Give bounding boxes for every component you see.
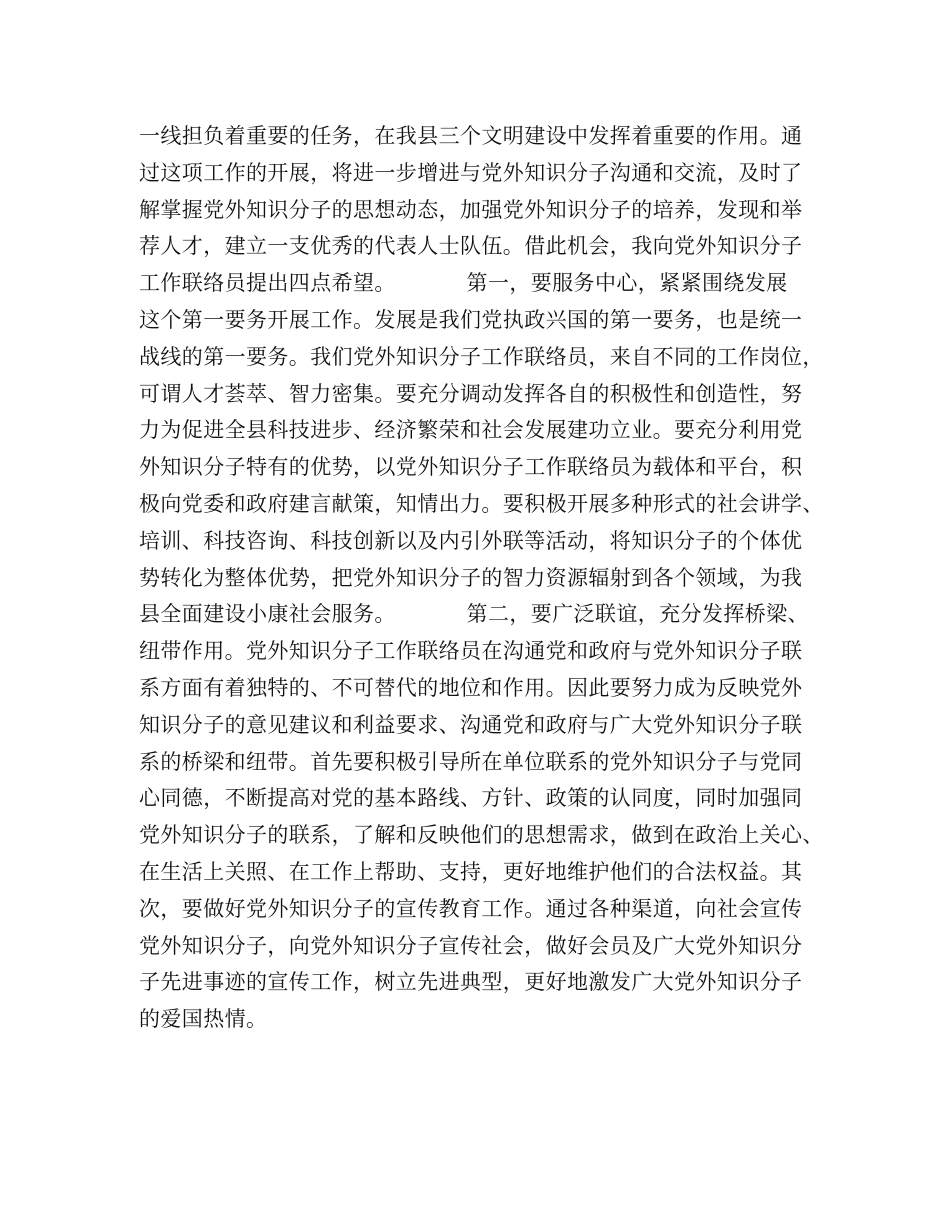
text-line: 解掌握党外知识分子的思想动态，加强党外知识分子的培养，发现和举 [139, 197, 803, 222]
text-line: 次，要做好党外知识分子的宣传教育工作。通过各种渠道，向社会宣传 [139, 896, 803, 921]
text-line: 这个第一要务开展工作。发展是我们党执政兴国的第一要务，也是统一 [139, 307, 803, 332]
text-line: 势转化为整体优势，把党外知识分子的智力资源辐射到各个领域，为我 [139, 565, 803, 590]
text-line: 纽带作用。党外知识分子工作联络员在沟通党和政府与党外知识分子联 [139, 639, 803, 664]
text-line: 系的桥梁和纽带。首先要积极引导所在单位联系的党外知识分子与党同 [139, 749, 803, 774]
text-line: 党外知识分子的联系，了解和反映他们的思想需求，做到在政治上关心、 [139, 823, 824, 848]
text-line: 党外知识分子，向党外知识分子宣传社会，做好会员及广大党外知识分 [139, 933, 803, 958]
body-text [139, 118, 839, 1038]
text-line: 的爱国热情。 [139, 1007, 268, 1032]
text-line: 过这项工作的开展，将进一步增进与党外知识分子沟通和交流，及时了 [139, 160, 803, 185]
text-line: 培训、科技咨询、科技创新以及内引外联等活动，将知识分子的个体优 [139, 528, 803, 553]
text-line: 心同德，不断提高对党的基本路线、方针、政策的认同度，同时加强同 [139, 786, 803, 811]
text-line: 工作联络员提出四点希望。 第一，要服务中心，紧紧围绕发展 [139, 271, 788, 296]
text-line: 在生活上关照、在工作上帮助、支持，更好地维护他们的合法权益。其 [139, 859, 803, 884]
text-line: 可谓人才荟萃、智力密集。要充分调动发挥各自的积极性和创造性，努 [139, 381, 803, 406]
text-line: 战线的第一要务。我们党外知识分子工作联络员，来自不同的工作岗位， [139, 344, 824, 369]
text-line: 外知识分子特有的优势，以党外知识分子工作联络员为载体和平台，积 [139, 455, 803, 480]
text-line: 县全面建设小康社会服务。 第二，要广泛联谊，充分发挥桥梁、 [139, 602, 809, 627]
text-line: 系方面有着独特的、不可替代的地位和作用。因此要努力成为反映党外 [139, 675, 803, 700]
text-line: 知识分子的意见建议和利益要求、沟通党和政府与广大党外知识分子联 [139, 712, 803, 737]
text-line: 荐人才，建立一支优秀的代表人士队伍。借此机会，我向党外知识分子 [139, 234, 803, 259]
text-line: 子先进事迹的宣传工作，树立先进典型，更好地激发广大党外知识分子 [139, 970, 803, 995]
text-line: 极向党委和政府建言献策，知情出力。要积极开展多种形式的社会讲学、 [139, 491, 824, 516]
text-line: 一线担负着重要的任务，在我县三个文明建设中发挥着重要的作用。通 [139, 124, 803, 148]
text-line: 力为促进全县科技进步、经济繁荣和社会发展建功立业。要充分利用党 [139, 418, 803, 443]
